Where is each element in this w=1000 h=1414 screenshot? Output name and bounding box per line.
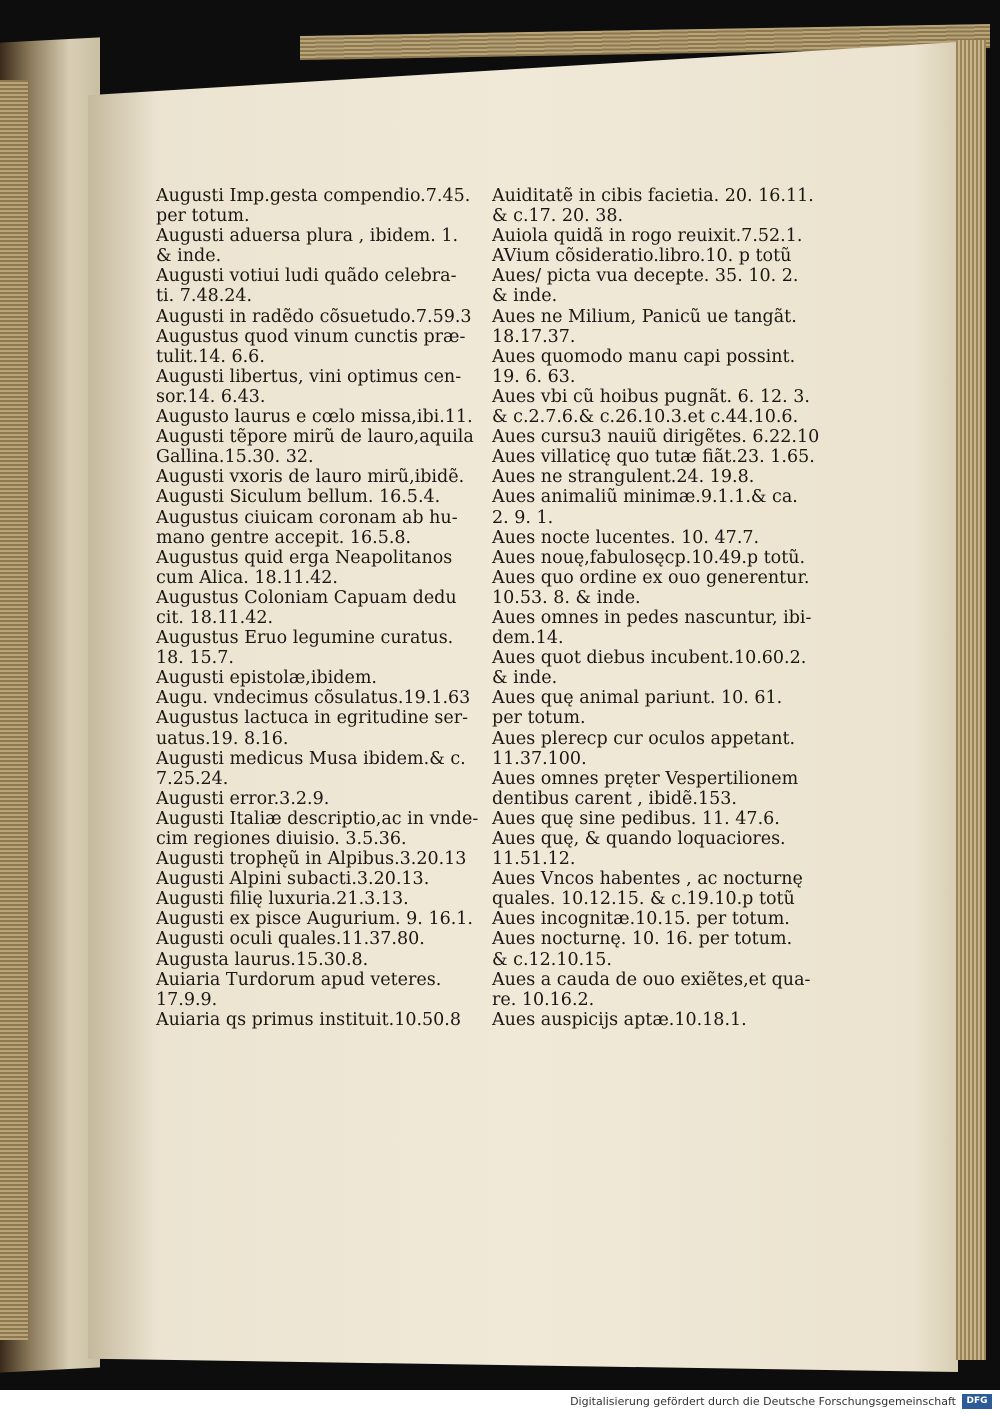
- index-entry-line: Aues quę animal pariunt. 10. 61.: [492, 688, 783, 709]
- index-entry-line: Aues ne Milium, Panicũ ue tangãt.: [492, 306, 797, 327]
- index-entry-line: 11.51.12.: [492, 849, 576, 870]
- index-entry-line: Auiditatẽ in cibis facietia. 20. 16.11.: [492, 186, 814, 206]
- index-entry-line: Augusti medicus Musa ibidem.& c.: [156, 748, 466, 769]
- index-entry-line: Augusto laurus e cœlo missa,ibi.11.: [156, 407, 473, 428]
- index-entry-line: Aues nocturnę. 10. 16. per totum.: [492, 929, 793, 950]
- index-entry-line: Aues a cauda de ouo exiẽtes,et qua-: [492, 969, 811, 990]
- index-entry-line: Augusti error.3.2.9.: [156, 788, 330, 809]
- index-entry-line: Aues incognitæ.10.15. per totum.: [492, 909, 790, 930]
- index-entry-line: Auiola quidã in rogo reuixit.7.52.1.: [492, 226, 803, 247]
- index-entry-line: cit. 18.11.42.: [156, 607, 274, 628]
- index-entry-line: Auiaria qs primus instituit.10.50.8: [156, 1009, 461, 1030]
- index-entry-line: Aues villaticę quo tutæ fiãt.23. 1.65.: [492, 447, 815, 468]
- index-entry-line: Aues omnes in pedes nascuntur, ibi-: [492, 607, 812, 628]
- index-entry-line: cim regiones diuisio. 3.5.36.: [156, 829, 407, 849]
- index-entry-line: Gallina.15.30. 32.: [156, 447, 314, 468]
- index-entry-line: Aues quę sine pedibus. 11. 47.6.: [492, 808, 780, 829]
- index-entry-line: Augustus Coloniam Capuam dedu: [156, 587, 457, 608]
- index-entry-line: Augustus quid erga Neapolitanos: [156, 547, 453, 568]
- index-entry-line: Augusti vxoris de lauro mirũ,ibidẽ.: [156, 467, 465, 488]
- left-page-leaves: [0, 80, 28, 1340]
- index-entry-line: 18.17.37.: [492, 326, 576, 347]
- index-entry-line: tulit.14. 6.6.: [156, 346, 265, 367]
- index-entry-line: Augustus lactuca in egritudine ser-: [156, 708, 469, 729]
- footer-bar: [0, 1390, 1000, 1414]
- index-entry-line: Augusti in radẽdo cõsuetudo.7.59.3: [156, 306, 472, 327]
- index-entry-line: Augusti epistolæ,ibidem.: [156, 668, 377, 689]
- index-entry-line: 17.9.9.: [156, 989, 218, 1010]
- index-entry-line: & inde.: [156, 246, 222, 267]
- index-entry-line: Augusti Alpini subacti.3.20.13.: [156, 869, 430, 890]
- index-entry-line: AVium cõsideratio.libro.10. p totũ: [492, 246, 792, 267]
- index-entry-line: Aues vbi cũ hoibus pugnãt. 6. 12. 3.: [492, 386, 810, 407]
- fore-edge: [956, 40, 986, 1360]
- index-entry-line: 18. 15.7.: [156, 648, 234, 669]
- index-entry-line: & c.2.7.6.& c.26.10.3.et c.44.10.6.: [492, 407, 799, 428]
- index-entry-line: ti. 7.48.24.: [156, 286, 253, 307]
- index-entry-line: Augusti filię luxuria.21.3.13.: [156, 889, 409, 910]
- index-entry-line: Aues nouę,fabulosęcp.10.49.p totũ.: [492, 547, 806, 568]
- index-entry-line: Augustus quod vinum cunctis præ-: [156, 326, 466, 347]
- index-entry-line: mano gentre accepit. 16.5.8.: [156, 527, 412, 548]
- index-entry-line: Augusti aduersa plura , ibidem. 1.: [156, 226, 459, 247]
- index-entry-line: Augusti votiui ludi quãdo celebra-: [156, 266, 457, 287]
- index-entry-line: uatus.19. 8.16.: [156, 728, 289, 749]
- index-entry-line: Aues ne strangulent.24. 19.8.: [492, 467, 755, 488]
- index-entry-line: & inde.: [492, 668, 558, 689]
- index-entry-line: 7.25.24.: [156, 768, 229, 789]
- index-entry-line: Augusti oculi quales.11.37.80.: [156, 929, 425, 950]
- index-entry-line: Aues plerecp cur oculos appetant.: [492, 728, 796, 749]
- index-entry-line: re. 10.16.2.: [492, 989, 595, 1010]
- index-entry-line: & c.12.10.15.: [492, 949, 612, 970]
- index-entry-line: Aues quę, & quando loquaciores.: [492, 829, 786, 849]
- index-entry-line: & inde.: [492, 286, 558, 307]
- index-entry-line: Augusta laurus.15.30.8.: [156, 949, 369, 970]
- index-entry-line: Aues omnes pręter Vespertilionem: [492, 768, 799, 789]
- index-entry-line: Augusti tẽpore mirũ de lauro,aquila: [156, 427, 474, 448]
- index-entry-line: Augustus Eruo legumine curatus.: [156, 628, 454, 649]
- index-entry-line: Augusti trophęũ in Alpibus.3.20.13: [156, 849, 467, 870]
- index-entry-line: quales. 10.12.15. & c.19.10.p totũ: [492, 889, 795, 910]
- index-entry-line: Augusti Italiæ descriptio,ac in vnde-: [156, 808, 479, 829]
- index-entry-line: Aues animaliũ minimæ.9.1.1.& ca.: [492, 487, 798, 508]
- index-entry-line: per totum.: [156, 206, 250, 227]
- index-entry-line: Aues nocte lucentes. 10. 47.7.: [492, 527, 760, 548]
- index-entry-line: Aues/ picta vua decepte. 35. 10. 2.: [492, 266, 799, 287]
- index-entry-line: dem.14.: [492, 628, 564, 649]
- index-entry-line: 11.37.100.: [492, 748, 587, 769]
- index-entry-line: 2. 9. 1.: [492, 507, 554, 528]
- index-entry-line: Augu. vndecimus cõsulatus.19.1.63: [156, 688, 471, 709]
- index-entry-line: 10.53. 8. & inde.: [492, 587, 641, 608]
- dfg-logo-icon: DFG: [962, 1394, 992, 1409]
- index-entry-line: sor.14. 6.43.: [156, 386, 266, 407]
- index-entry-line: & c.17. 20. 38.: [492, 206, 624, 227]
- index-entry-line: Aues quomodo manu capi possint.: [492, 346, 796, 367]
- index-entry-line: Augusti ex pisce Augurium. 9. 16.1.: [156, 909, 473, 930]
- index-entry-line: Augustus ciuicam coronam ab hu-: [156, 507, 458, 528]
- index-entry-line: Aues Vncos habentes , ac nocturnę: [492, 869, 803, 890]
- index-entry-line: cum Alica. 18.11.42.: [156, 567, 338, 588]
- index-entry-line: Aues auspicijs aptæ.10.18.1.: [492, 1009, 747, 1030]
- index-entry-line: Aues cursu3 nauiũ dirigẽtes. 6.22.10: [492, 427, 820, 448]
- index-entry-line: Auiaria Turdorum apud veteres.: [156, 969, 442, 990]
- funding-credit: Digitalisierung gefördert durch die Deutsche Forschungsgemeinschaft: [570, 1395, 956, 1408]
- index-entry-line: Augusti Imp.gesta compendio.7.45.: [156, 186, 471, 206]
- index-entry-line: 19. 6. 63.: [492, 366, 576, 387]
- index-column-left: [156, 186, 491, 1030]
- index-entry-line: per totum.: [492, 708, 586, 729]
- index-entry-line: Augusti Siculum bellum. 16.5.4.: [156, 487, 441, 508]
- index-entry-line: dentibus carent , ibidẽ.153.: [492, 788, 737, 809]
- index-entry-line: Augusti libertus, vini optimus cen-: [156, 366, 462, 387]
- index-column-right: [492, 186, 832, 1030]
- index-entry-line: Aues quot diebus incubent.10.60.2.: [492, 648, 807, 669]
- index-entry-line: Aues quo ordine ex ouo generentur.: [492, 567, 810, 588]
